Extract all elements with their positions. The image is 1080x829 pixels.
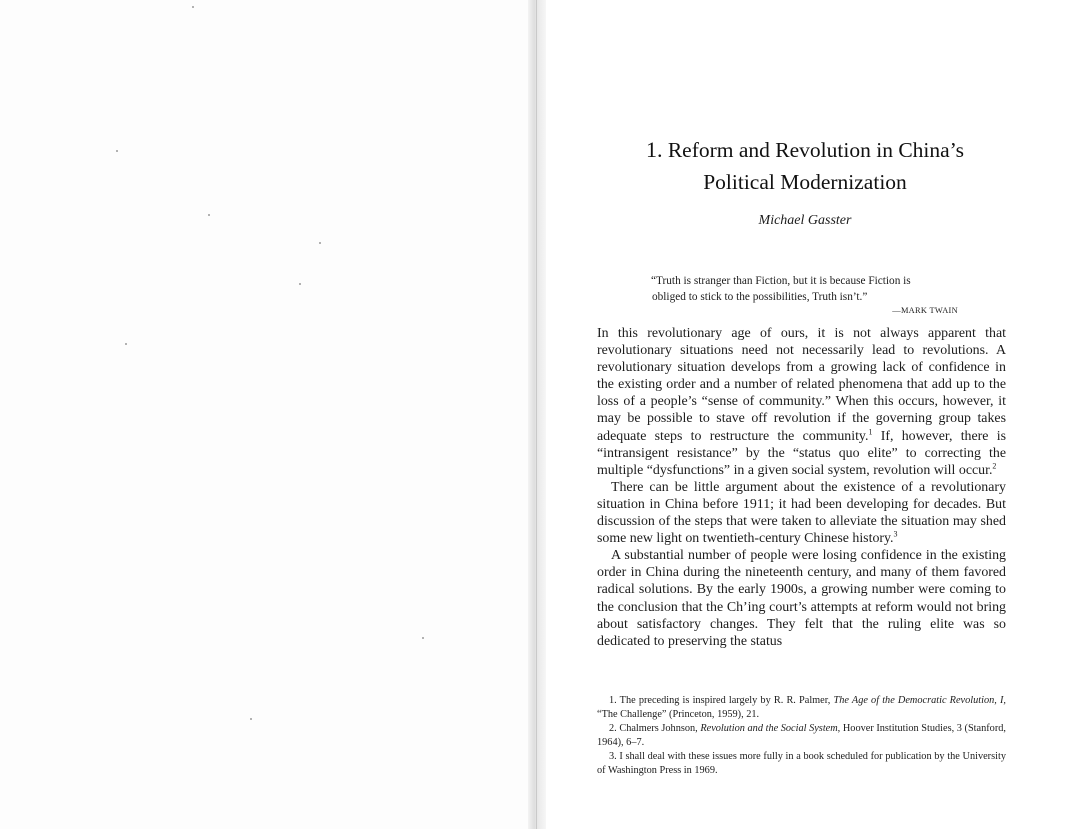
right-text-page	[546, 0, 1080, 829]
footnote-3: 3. I shall deal with these issues more fully in a book scheduled for publication by the University of Washington Press in 1969.	[597, 751, 1006, 776]
body-text	[597, 325, 1006, 650]
footnote-1-text-b: “The Challenge” (Princeton, 1959), 21.	[597, 709, 760, 720]
speck	[125, 343, 127, 345]
footnote-1-title: The Age of the Democratic Revolution, I,	[833, 695, 1006, 706]
chapter-title	[606, 134, 1004, 198]
chapter-title-line1: Reform and Revolution in China’s	[667, 138, 965, 162]
book-gutter	[528, 0, 546, 829]
author-name: Michael Gasster	[758, 213, 852, 228]
footnote-1-text-a: 1. The preceding is inspired largely by R. R. Palmer,	[609, 695, 834, 706]
paragraph-1	[597, 325, 1006, 479]
speck	[250, 718, 252, 720]
speck	[208, 214, 210, 216]
speck	[319, 242, 321, 244]
speck	[192, 6, 194, 8]
epigraph	[651, 274, 959, 305]
paragraph-2-text: There can be little argument about the existence of a revolutionary situation in China before 1911; it had been developing for decades. But discussion of the steps that were taken to alleviate the situation may shed some new light on twentieth-century Chinese history.	[597, 479, 1006, 547]
speck	[116, 150, 118, 152]
footnote-2-title: Revolution and the Social System,	[700, 723, 841, 734]
paragraph-3: A substantial number of people were losing confidence in the existing order in China during the nineteenth century, and many of them favored radical solutions. By the early 1900s, a growing number were coming to the conclusion that the Ch’ing court’s attempts at reform would not bring about satisfactory changes. They felt that the ruling elite was so dedicated to preserving the status	[597, 548, 1006, 649]
paragraph-1-text-b: If, however, there is “intransigent resistance” by the “status quo elite” to correcting the multiple “dysfunctions” in a given social system, revolution will occur.	[597, 428, 1006, 478]
footnote-2-text-a: 2. Chalmers Johnson,	[609, 723, 701, 734]
chapter-title-line2: Political Modernization	[703, 170, 907, 194]
epigraph-line2: obliged to stick to the possibilities, Truth isn’t.”	[652, 290, 868, 303]
footnote-2-text-b: Hoover Institution Studies, 3 (Stanford, 1964), 6–7.	[597, 723, 1006, 748]
footnotes	[597, 694, 1006, 778]
paragraph-1-text-a: In this revolutionary age of ours, it is not always apparent that revolutionary situations need not necessarily lead to revolutions. A revolutionary situation develops from a growing lack of confidence in the existing order and a number of related phenomena that add up to the loss of a people’s “sense of community.” When this occurs, however, it may be possible to stave off revolution if the governing group takes adequate steps to restructure the community.	[597, 326, 1006, 444]
footnote-ref-2: 2	[992, 461, 997, 471]
footnote-1	[597, 694, 1006, 722]
left-blank-page	[0, 0, 532, 829]
paragraph-2	[597, 479, 1006, 547]
speck	[422, 637, 424, 639]
footnote-2	[597, 722, 1006, 750]
gutter-fold-line	[536, 0, 537, 829]
epigraph-attribution: —MARK TWAIN	[892, 306, 958, 315]
footnote-ref-3: 3	[893, 529, 898, 539]
chapter-number: 1.	[645, 137, 663, 162]
speck	[299, 283, 301, 285]
footnote-ref-1: 1	[868, 426, 873, 436]
epigraph-line1: “Truth is stranger than Fiction, but it is because Fiction is	[651, 275, 911, 287]
